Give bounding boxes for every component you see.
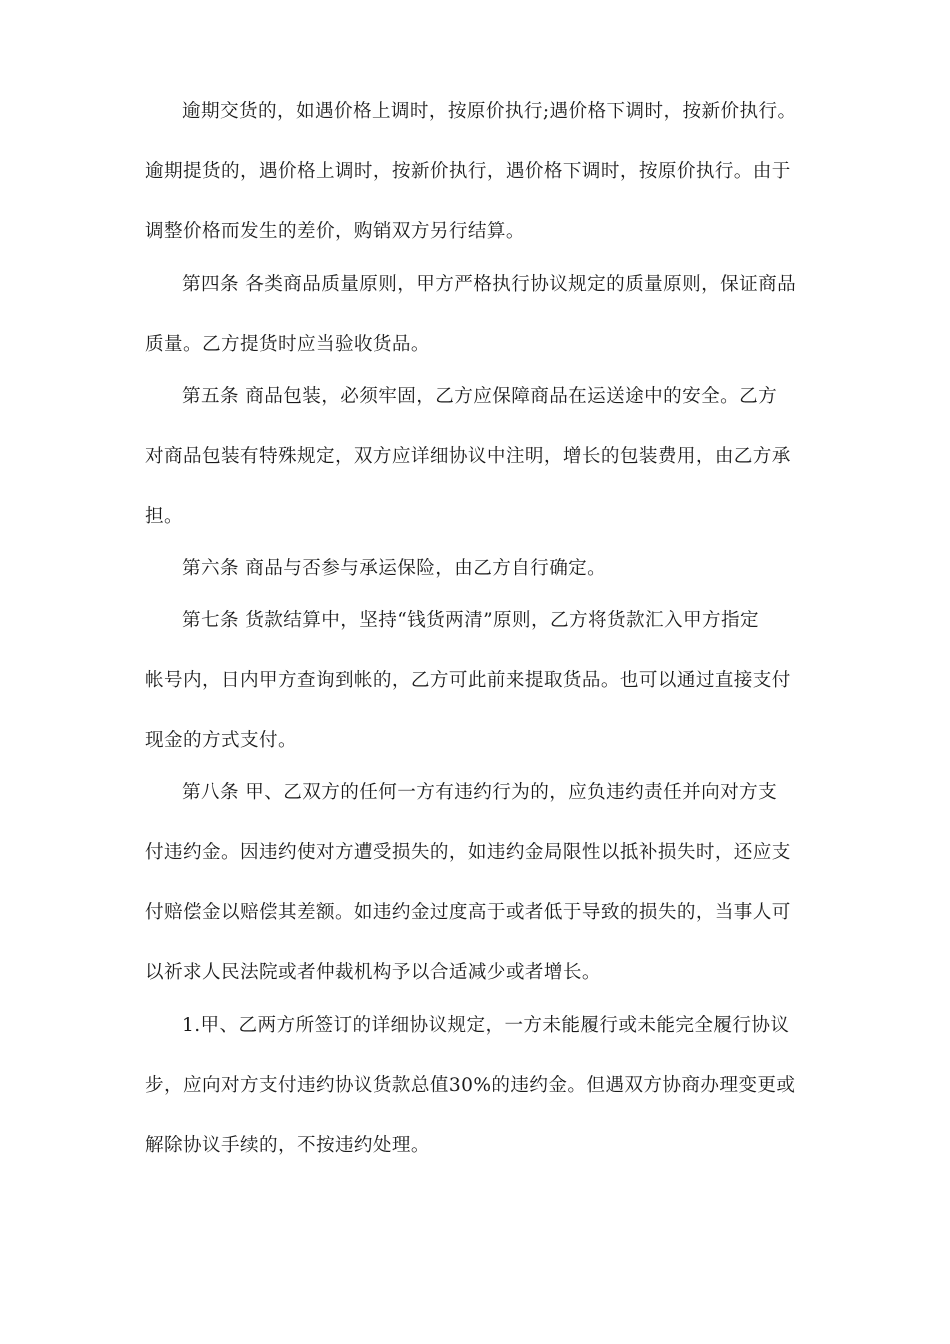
text-line: 质量。乙方提货时应当验收货品。: [145, 334, 430, 355]
text-line: 对商品包装有特殊规定，双方应详细协议中注明，增长的包装费用，由乙方承: [145, 446, 791, 467]
text-line: 1.甲、乙两方所签订的详细协议规定，一方未能履行或未能完全履行协议: [182, 1015, 790, 1036]
text-line: 逾期交货的，如遇价格上调时，按原价执行;遇价格下调时，按新价执行。: [182, 101, 797, 122]
text-line: 解除协议手续的，不按违约处理。: [145, 1135, 430, 1156]
text-line: 付违约金。因违约使对方遭受损失的，如违约金局限性以抵补损失时，还应支: [145, 842, 791, 863]
text-line: 逾期提货的，遇价格上调时，按新价执行，遇价格下调时，按原价执行。由于: [145, 161, 791, 182]
text-line: 第五条 商品包装，必须牢固，乙方应保障商品在运送途中的安全。乙方: [182, 386, 778, 407]
text-line: 现金的方式支付。: [145, 730, 297, 751]
text-line: 担。: [145, 506, 183, 527]
text-line: 第七条 货款结算中，坚持“钱货两清”原则，乙方将货款汇入甲方指定: [182, 610, 759, 631]
text-line: 调整价格而发生的差价，购销双方另行结算。: [145, 221, 525, 242]
text-line: 以祈求人民法院或者仲裁机构予以合适减少或者增长。: [145, 962, 601, 983]
text-line: 帐号内，日内甲方查询到帐的，乙方可此前来提取货品。也可以通过直接支付: [145, 670, 791, 691]
text-line: 第四条 各类商品质量原则，甲方严格执行协议规定的质量原则，保证商品: [182, 274, 797, 295]
text-line: 付赔偿金以赔偿其差额。如违约金过度高于或者低于导致的损失的，当事人可: [145, 902, 791, 923]
text-line: 步，应向对方支付违约协议货款总值30%的违约金。但遇双方协商办理变更或: [145, 1075, 796, 1096]
text-line: 第八条 甲、乙双方的任何一方有违约行为的，应负违约责任并向对方支: [182, 782, 778, 803]
text-line: 第六条 商品与否参与承运保险，由乙方自行确定。: [182, 558, 607, 579]
